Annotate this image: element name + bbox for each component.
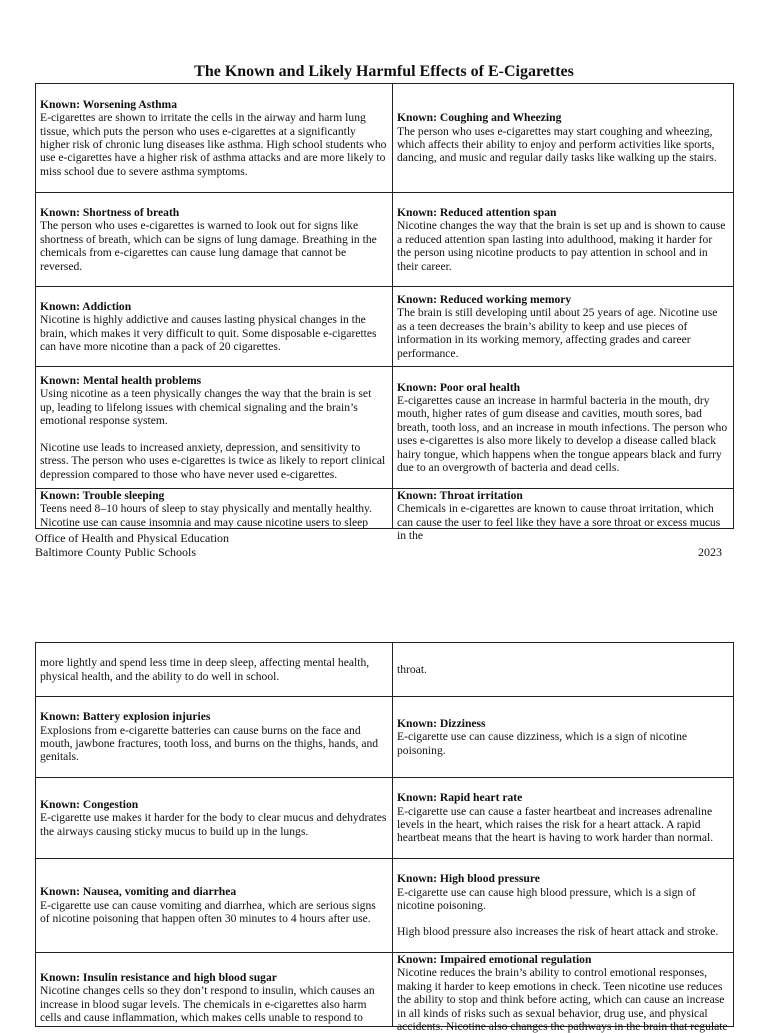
- cell-text: High blood pressure also increases the risk of heart attack and stroke.: [397, 925, 719, 939]
- table-cell: [393, 859, 734, 953]
- table-cell: [393, 643, 734, 697]
- table-row: [36, 489, 734, 529]
- cell-heading: Known: Mental health problems: [40, 374, 202, 388]
- document-title: The Known and Likely Harmful Effects of E-Cigarettes: [194, 63, 574, 80]
- table-row: [36, 697, 734, 778]
- cell-heading: Known: Worsening Asthma: [40, 97, 178, 111]
- table-cell: [36, 367, 393, 489]
- effects-table-page-2: [35, 642, 734, 1033]
- cell-text: Teens need 8–10 hours of sleep to stay physically and mentally healthy. Nicotine use can cause insomnia and may cause nicotine users to sleep: [40, 502, 372, 529]
- cell-heading: Known: Rapid heart rate: [397, 791, 523, 805]
- cell-heading: Known: Reduced attention span: [397, 205, 557, 219]
- table-cell: [393, 84, 734, 193]
- table-cell: [36, 84, 393, 193]
- table-cell: [36, 193, 393, 287]
- footer-office: Office of Health and Physical Education: [35, 531, 230, 545]
- cell-heading: Known: Insulin resistance and high blood sugar: [40, 971, 277, 984]
- cell-heading: Known: High blood pressure: [397, 872, 540, 886]
- cell-heading: Known: Reduced working memory: [397, 292, 572, 306]
- table-cell: [36, 287, 393, 367]
- table-row: [36, 193, 734, 287]
- cell-heading: Known: Throat irritation: [397, 489, 523, 502]
- cell-text: The brain is still developing until about 25 years of age. Nicotine use as a teen decreases the brain’s ability to keep and use pieces of information in its working memory, affecting grades and career performance.: [397, 306, 718, 360]
- footer-year: 2023: [698, 545, 722, 559]
- cell-text: E-cigarettes cause an increase in harmful bacteria in the mouth, dry mouth, higher rates of gum disease and cavities, mouth sores, bad breath, tooth loss, and an increase in mouth infections. The person who uses e-cigarettes is also more likely to develop a disease called black hairy tongue, which happens when the tongue appears black and furry due to an overgrowth of bacteria and dead cells.: [397, 393, 728, 475]
- cell-text: E-cigarette use can cause vomiting and diarrhea, which are serious signs of nicotine poisoning that happen often 30 minutes to 4 hours after use.: [40, 898, 376, 926]
- cell-heading: Known: Addiction: [40, 299, 132, 313]
- table-cell: [36, 953, 393, 1027]
- cell-heading: Known: Coughing and Wheezing: [397, 111, 562, 125]
- cell-text: more lightly and spend less time in deep sleep, affecting mental health, physical health, and the ability to do well in school.: [40, 656, 370, 683]
- cell-heading: Known: Congestion: [40, 797, 139, 811]
- page-footer: [35, 531, 229, 559]
- footer-district: Baltimore County Public Schools: [35, 545, 196, 559]
- table-row: [36, 643, 734, 697]
- table-cell: [393, 489, 734, 543]
- cell-text: throat.: [397, 662, 427, 676]
- table-cell: [36, 697, 393, 778]
- table-cell: [36, 489, 393, 529]
- cell-text: The person who uses e-cigarettes may start coughing and wheezing, which affects their ability to enjoy and perform activities like sports, dancing, and music and regular daily tasks like walking up the stairs.: [397, 124, 717, 165]
- cell-heading: Known: Trouble sleeping: [40, 489, 165, 502]
- table-cell: [393, 287, 734, 367]
- cell-heading: Known: Battery explosion injuries: [40, 710, 211, 724]
- table-cell: [393, 367, 734, 489]
- table-cell: [393, 953, 734, 1033]
- cell-text: Using nicotine as a teen physically changes the way that the brain is set up, leading to lifelong issues with chemical signaling and the brain’s emotional response system.: [40, 387, 372, 428]
- cell-heading: Known: Poor oral health: [397, 380, 521, 394]
- cell-text: Nicotine changes cells so they don’t respond to insulin, which causes an increase in blood sugar levels. The chemicals in e-cigarettes also harm cells and cause inflammation, which makes cells unable to respond to: [40, 984, 375, 1025]
- cell-heading: Known: Nausea, vomiting and diarrhea: [40, 885, 237, 899]
- cell-text: E-cigarette use can cause dizziness, which is a sign of nicotine poisoning.: [397, 730, 688, 757]
- table-cell: [393, 778, 734, 859]
- cell-text: The person who uses e-cigarettes is warned to look out for signs like shortness of breath, which can be signs of lung damage. Breathing in the chemicals from e-cigarettes can cause lung damage that cannot be reversed.: [40, 219, 377, 273]
- cell-text: E-cigarette use can cause a faster heartbeat and increases adrenaline levels in the heart, which raises the risk for a heart attack. A rapid heartbeat means that the heart is having to work harder than normal.: [397, 804, 714, 845]
- table-cell: [393, 193, 734, 287]
- table-row: [36, 287, 734, 367]
- cell-text: Chemicals in e-cigarettes are known to cause throat irritation, which can cause the user to feel like they have a sore throat or excess mucus in the: [397, 502, 721, 543]
- table-cell: [36, 643, 393, 697]
- cell-text: E-cigarette use can cause high blood pressure, which is a sign of nicotine poisoning.: [397, 885, 696, 912]
- cell-heading: Known: Impaired emotional regulation: [397, 953, 592, 966]
- table-cell: [36, 859, 393, 953]
- cell-text: E-cigarette use makes it harder for the body to clear mucus and dehydrates the airways causing sticky mucus to build up in the lungs.: [40, 811, 387, 838]
- table-row: [36, 778, 734, 859]
- table-row: [36, 859, 734, 953]
- table-cell: [393, 697, 734, 778]
- table-row: [36, 84, 734, 193]
- cell-text: Nicotine is highly addictive and causes lasting physical changes in the brain, which makes it very difficult to quit. Some disposable e-cigarettes can have more nicotine than a pack of 20 cigarettes.: [40, 313, 377, 353]
- cell-text: Explosions from e-cigarette batteries can cause burns on the face and mouth, jawbone fractures, tooth loss, and burns on the thighs, hands, and genitals.: [40, 723, 379, 764]
- cell-text: Nicotine changes the way that the brain is set up and is shown to cause a reduced attention span lasting into adulthood, making it harder for the person using nicotine products to pay attention in school and in their career.: [397, 219, 726, 273]
- table-row: [36, 953, 734, 1027]
- cell-text: E-cigarettes are shown to irritate the cells in the airway and harm lung tissue, which puts the person who uses e-cigarettes at a significantly higher risk of chronic lung diseases like asthma. High school students who use e-cigarettes have a higher risk of asthma attacks and are more likely to miss school due to severe asthma symptoms.: [40, 111, 387, 178]
- cell-text: Nicotine reduces the brain’s ability to control emotional responses, making it harder to keep emotions in check. Teen nicotine use reduces the ability to stop and think before acting, which can cause an increase in all kinds of risks such as sexual behavior, drug use, and physical accidents. Nicotine also changes the pathways in the brain that regulate: [397, 966, 728, 1033]
- cell-heading: Known: Dizziness: [397, 716, 486, 730]
- cell-text: Nicotine use leads to increased anxiety, depression, and sensitivity to stress. The person who uses e-cigarettes is twice as likely to report clinical depression compared to those who have never used e-cigarettes.: [40, 440, 386, 481]
- table-cell: [36, 778, 393, 859]
- cell-heading: Known: Shortness of breath: [40, 205, 180, 219]
- table-row: [36, 367, 734, 489]
